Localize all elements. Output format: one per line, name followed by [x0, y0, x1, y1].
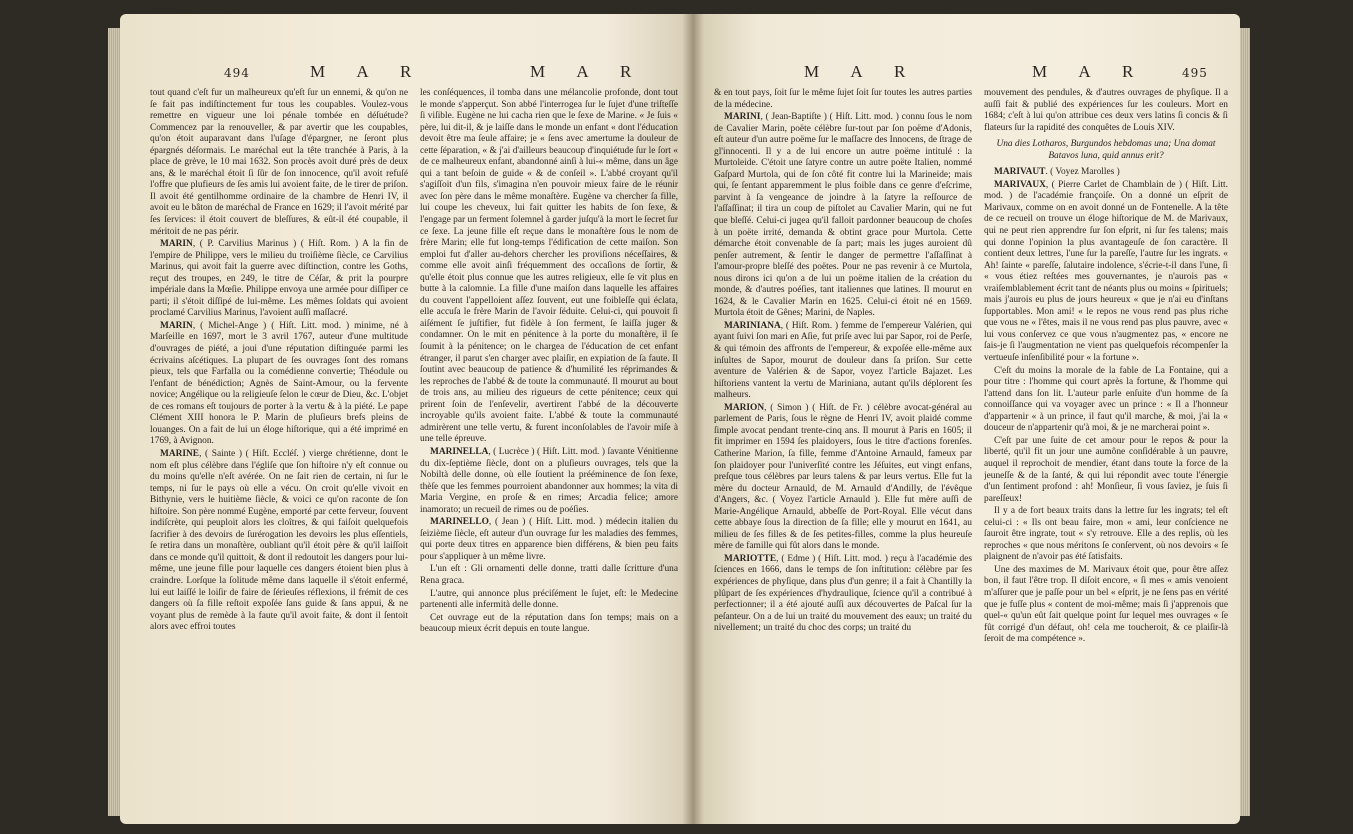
text-column — [420, 88, 678, 808]
paragraph — [420, 88, 678, 446]
entry-headword: MARIVAUX — [994, 179, 1046, 190]
entry-headword: MARIN — [160, 320, 193, 331]
page-number: 494 — [224, 66, 250, 80]
entry-headword: MARINIANA — [724, 320, 781, 331]
text-column — [714, 88, 972, 808]
running-head: M A R — [310, 62, 426, 81]
paragraph — [420, 589, 678, 612]
entry-text: Una dies Lotharos, Burgundos hebdomas una; Una domat Batavos luna, quid annus erit? — [996, 139, 1216, 161]
dictionary-entry — [150, 321, 408, 448]
entry-text: Il y a de fort beaux traits dans la lettre ſur les ingrats; tel eſt celui-ci : « Ils ont beau faire, mon « ami, leur conſcience ne ſauroit être ingrate, tout « s'y retrouve. Elle a des replis, où les reproches « que nous méritons ſe conſervent, où nos devoirs « ſe plaignent de n'avoir pas été ſatisfaits. — [984, 506, 1228, 563]
dictionary-entry — [420, 447, 678, 516]
paragraph — [420, 564, 678, 587]
dictionary-entry — [714, 403, 972, 553]
entry-text: Une des maximes de M. Marivaux étoit que, pour être aſſez bon, il faut l'être trop. Il diſoit encore, « ſi mes « amis venoient m'aſſurer que je paſſe pour un bel « eſprit, je ne ſens pas en vérité que je fuſſe plus « content de moi-même; mais ſi j'apprenois que quel-« qu'un eût ſait quelque point ſur lequel mes ouvrages « ſe fût corrigé d'un défaut, oh! cela me toucheroit, & ce plaiſir-là ſeroit de ma compétence ». — [984, 564, 1228, 645]
entry-headword: MARINELLA — [430, 446, 489, 457]
entry-text: , ( P. Carvilius Marinus ) ( Hiſt. Rom. ) A la fin de l'empire de Philippe, vers le milieu du troiſième ſiècle, ce Carvilius Marinus, qui avoit fait la guerre avec diſtinction, contre les Goths, reçut des troupes, en 249, le titre de Céſar, & prit la pourpre impériale dans la Mœſie. Philippe envoya une armée pour diſſiper ce parti; il s'étoit diſſipé de lui-même. Les mêmes ſoldats qui avoient proclamé Carvilius Marinus, l'avoient auſſi maſſacré. — [150, 239, 408, 319]
entry-text: , ( Edme ) ( Hiſt. Litt. mod. ) reçu à l'académie des ſciences en 1666, dans le temps de ſon inſtitution: célèbre par ſes expériences de phyſique, dans plus d'un genre; il a fait à Chantilly la plûpart de ſes expériences d'hydraulique, ſcience qu'il a contribué à perfectionner; il a été ajouté auſſi aux découvertes de Paſcal ſur la peſanteur. On a de lui un traité du mouvement des eaux; un traité du nivellement; un traité du choc des corps; un traité du — [714, 553, 972, 634]
paragraph — [984, 88, 1228, 134]
entry-text: L'un eſt : Gli ornamenti delle donne, tratti dalle ſcritture d'una Rena graca. — [420, 564, 678, 586]
left-page — [120, 14, 692, 824]
dictionary-entry — [714, 321, 972, 402]
entry-text: Cet ouvrage eut de la réputation dans ſon temps; mais on a beaucoup mieux écrit depuis en toute langue. — [420, 612, 678, 635]
right-page-header — [692, 52, 1240, 81]
paragraph — [984, 366, 1228, 435]
entry-text: L'autre, qui annonce plus préciſément le ſujet, eſt: le Medecine partenenti alle infermità delle donne. — [420, 588, 678, 611]
paragraph — [984, 139, 1228, 162]
entry-text: , ( Simon ) ( Hiſt. de Fr. ) célèbre avocat-général au parlement de Paris, ſous le règne de Henri IV, avoit plaidé comme ſimple avocat pendant trente-cinq ans. Il mourut à Paris en 1605; il fit imprimer en 1594 ſes plaidoyers, ſous le titre d'actions forenſes. Catherine Marion, ſa fille, femme d'Antoine Arnauld, fameux par ſon plaidoyer pour l'univerſité contre les Jéſuites, eut vingt enfans, preſque tous célèbres par leurs talens & par leurs vertus. Elle fut la mère du docteur Arnauld, de M. Arnauld d'Andilly, de l'évêque d'Angers, &c. ( Voyez l'article Arnauld ). Elle fut mère auſſi de Marie-Angélique Arnauld, abbeſſe de Port-Royal. Elle vécut dans cette abbaye ſous la direction de ſa fille; elle y mourut en 1641, au milieu de ſes filles & de ſes petites-filles, comme la plus heureuſe mère de famille qui fût alors dans le monde. — [714, 402, 972, 552]
entry-text: & en tout pays, ſoit ſur le même ſujet ſoit ſur toutes les autres parties de la médecine. — [714, 88, 972, 110]
paragraph — [984, 565, 1228, 646]
dictionary-entry — [714, 554, 972, 635]
dictionary-entry — [714, 112, 972, 320]
text-column — [150, 88, 408, 808]
paragraph — [420, 613, 678, 636]
entry-text: , ( Lucrèce ) ( Hiſt. Litt. mod. ) ſavante Vénitienne du dix-ſeptième ſiècle, dont on a pluſieurs ouvrages, tels que la Nobiltà delle donne, où elle ſoutient la prééminence de ſon ſexe, thèſe que les femmes pourroient abandonner aux hommes; la vita di Maria Vergine, en proſe & en rimes; Arcadia felice; amore inamorato; un recueil de rimes ou de poéſies. — [420, 446, 678, 515]
entry-text: mouvement des pendules, & d'autres ouvrages de phyſique. Il a auſſi fait & publié des expériences ſur les couleurs. Mort en 1684; c'eſt à lui qu'on attribue ces deux vers latins ſi concis & ſi flateurs ſur la rapidité des conquêtes de Louis XIV. — [984, 88, 1228, 133]
running-head: M A R — [804, 62, 920, 81]
paragraph — [984, 506, 1228, 564]
running-head: M A R — [1032, 62, 1148, 81]
right-page — [692, 14, 1240, 824]
left-page-header — [120, 52, 692, 81]
text-column — [984, 88, 1228, 808]
entry-text: , ( Sainte ) ( Hiſt. Eccléſ. ) vierge chrétienne, dont le nom eſt plus célèbre dans l'égliſe que ſon hiſtoire n'y eſt connue ou du moins qu'elle n'eſt avérée. On ne ſait rien de certain, ni ſur le temps, ni ſur le pays où elle a vécu. On croit qu'elle vivoit en Bithynie, vers le huitième ſiècle, & voici ce qu'on raconte de ſon hiſtoire. Son père nommé Eugène, emporté par cette ferveur, ſouvent indiſcrète, qui peuploit alors les cloîtres, & qui faiſoit quelquefois ſacrifier à des devoirs de ſurérogation les devoirs les plus eſſentiels, ſe retira dans un monaſtère, oubliant qu'il étoit père & qu'il laiſſoit dans ce monde qu'il quittoit, & dont il redoutoit les dangers pour lui-même, une jeune fille pour laquelle ces dangers étoient bien plus à craindre. Lorſque la ſolitude même dans laquelle il s'étoit enfermé, lui eut laiſſé le loiſir de faire de ſérieuſes réflexions, il frémit de ces dangers où ſa fille reſtoit expoſée ſans guide & ſans appui, & ne voyant plus de remède à la faute qu'il avoit faite, & dont il ſentoit alors avec effroi toutes — [150, 448, 408, 633]
dictionary-entry — [420, 517, 678, 563]
entry-text: , ( Hiſt. Rom. ) femme de l'empereur Valérien, qui ayant ſuivi ſon mari en Aſie, fut priſe avec lui par Sapor, roi de Perſe, & qui témoin des affronts de l'empereur, & expoſée elle-même aux inſultes de Sapor, mourut de douleur dans ſa priſon. Sur cette aventure de Valérien & de Sapor, voyez l'article Bajazet. Les hiſtoriens vantent la vertu de Mariniana, autant qu'ils déplorent ſes malheurs. — [714, 320, 972, 401]
entry-text: tout quand c'eſt fur un malheureux qu'eſt ſur un ennemi, & qu'on ne ſe fait pas indiſtinctement fur tous les coupables. Voulez-vous remettre en vigueur une loi pénale tombée en déſuétude? Commencez par la renouveller, & par avertir que les coupables, qu'on étoit auparavant dans l'uſage d'épargner, ne ſeront plus épargnés déſormais. Le maréchal eut la tête tranchée à Paris, à la place de grève, le 10 mai 1632. Son procès avoit duré près de deux ans, & le maréchal étoit ſi ſûr de ſon innocence, qu'il avoit refuſé l'offre que plufieurs de ſes amis lui avoient faite, de le tirer de priſon. Il avoit été gentilhomme ordinaire de la chambre de Henri IV, il avoit eu le bâton de maréchal de France en 1629; il l'avoit mérité par ſes ſervices: il étoit couvert de bleſſures, & eût-il été coupable, il méritoit de ne pas périr. — [150, 88, 408, 237]
entry-text: les conſéquences, il tomba dans une mélancolie profonde, dont tout le monde s'apperçut. Son abbé l'interrogea ſur le ſujet d'une triſteſſe ſi viſible. Eugène ne lui cacha rien que le ſexe de Marine. « Je ſuis « père, lui dit-il, & je laiſſe dans le monde un enfant « dont l'éducation devoit être ma ſeule affaire; je « ſens avec amertume la douleur de cette ſéparation, « & j'ai d'ailleurs beaucoup d'inquiétude ſur le ſort « de ce malheureux enfant, abandonné ainſi à lui-« même, dans un âge qui a tant beſoin de guide « & de conſeil ». L'abbé croyant qu'il s'agiſſoit d'un fils, s'imagina n'en pouvoir mieux faire de le réunir avec ſon père dans le même monaſtère. Eugène va chercher ſa fille, lui coupe les cheveux, lui fait quitter les habits de ſon ſexe, & l'engage par un ferment ſolemnel à garder juſqu'à la mort le ſecret ſur ce ſexe. La jeune fille eſt reçue dans le monaſtère ſous le nom de frère Marin; elle fut long-temps l'édification de cette maiſon. Son emploi fut d'aller au-dehors chercher les proviſions néceſſaires, & comme elle avoit ainſi fréquemment des occaſions de ſortir, & qu'elle étoit plus connue que les autres religieux, elle ſe vit plus en butte à la calomnie. La fille d'une maiſon dans laquelle les affaires du couvent l'appelloient aſſez ſouvent, eut une foibleſſe qui éclata, elle accuſa le frère Marin de l'avoir ſéduite. Celui-ci, qui pouvoit ſi aiſément ſe juſtifier, fut fidèle à ſon ferment, ſe laiſſa juger & condamner. On le mit en pénitence à la porte du monaſtère, il ſe ſoumit à la pénitence; on le chargea de l'éducation de cet enfant étranger, il parut s'en charger avec plaiſir, en expiation de ſa faute. Il ſoutint avec beaucoup de patience & d'humilité les réprimandes & les reproches de l'abbé & de toute la communauté. Il mourut au bout de trois ans, au milieu des rigueurs de cette pénitence; ceux qui prirent ſoin de l'enſevelir, avertirent l'abbé de la découverte incroyable qu'ils avoient faite. L'abbé & toute la communauté admirèrent une telle vertu, & furent inconſolables de l'avoir miſe à une telle épreuve. — [420, 88, 678, 445]
entry-text: , ( Pierre Carlet de Chamblain de ) ( Hiſt. Litt. mod. ) de l'académie françoiſe. On a donné un eſprit de Marivaux, comme on en avoit donné un de Fontenelle. A la tête de ce recueil on trouve un éloge hiſtorique de M. de Marivaux, qui ne peut rien apprendre ſur ſon eſprit, ni ſur ſes talens; mais qui donne l'opinion la plus avantageuſe de ſon caractère. Il contient deux lettres, l'une ſur la pareſſe, l'autre ſur les ingrats. « Ah! ſainte « pareſſe, ſalutaire indolence, s'écrie-t-il dans l'une, ſi « vous étiez reſtées mes gouvernantes, je n'aurois pas « vraiſemblablement écrit tant de néants plus ou moins « ſpirituels; mais j'aurois eu plus de jours heureux « que je n'ai eu d'inſtans ſupportables. Mon ami! « le repos ne vous rend pas plus riche que vous ne « l'êtes, mais il ne vous rend pas plus pauvre, avec « lui vous conſervez ce que vous n'augmentez pas, « encore ne ſais-je ſi l'augmentation ne vient pas quelquefois récompenſer la vertueuſe inſenſibilité pour « la fortune ». — [984, 179, 1228, 364]
paragraph — [984, 436, 1228, 505]
entry-text: , ( Jean-Baptiſte ) ( Hiſt. Litt. mod. ) connu ſous le nom de Cavalier Marin, poëte célèbre ſur-tout par ſon poëme d'Adonis, eſt auteur d'un autre poëme ſur le maſſacre des Innocens, de ſtrage de gl'innocenti. Il y a de lui encore un autre poëme intitulé : la Murtoleide. C'étoit une ſatyre contre un autre poëte Italien, nommé Gaſpard Murtola, qui de ſon côté fit contre lui la Marineide; mais qui, ſe ſentant apparemment le plus foible dans ce genre d'eſcrime, parvint à ſa vengeance de joindre à la ſatyre la reſſource de l'aſſaſſinat; il tira un coup de piſtolet au Cavalier Marin, qui ne fut que bleſſé. Celui-ci jugea qu'il falloit pardonner beaucoup de choſes à un poëte irrité, demanda & obtint grace pour Murtola. Cette démarche étoit convenable de ſa part; mais les juges auroient dû penſer autrement, & ſentir le danger de permettre l'aſſaſſinat à l'amour-propre bleſſé des poëtes. Pour ne pas revenir à ce Murtola, nous dirons ici qu'on a de lui un poëme italien de la création du monde, & d'autres poéſies, tant italiennes que latines. Il mourut en 1624, & le Cavalier Marin en 1625. Celui-ci étoit né en 1569. Murtola étoit de Gênes; Marini, de Naples. — [714, 112, 972, 319]
entry-text: , ( Michel-Ange ) ( Hiſt. Litt. mod. ) minime, né à Marſeille en 1697, mort le 3 avril 1767, auteur d'une multitude d'ouvrages de piété, a joui d'une réputation diſtinguée parmi les écrivains aſcétiques. La plupart de ſes ouvrages ſont des romans pieux, tels que Farfalla ou la comédienne convertie; Théodule ou l'enfant de bénédiction; Agnès de Saint-Amour, ou la fervente novice; Angélique ou la religieuſe ſelon le cœur de Dieu, &c. L'objet de ces romans eſt toujours de porter à la vertu & à la piété. Le pape Clément XIII honora le P. Marin de pluſieurs brefs pleins de louanges. On a fait de lui un éloge hiſtorique, qui a été imprimé en 1769, à Avignon. — [150, 320, 408, 447]
page-number: 495 — [1182, 66, 1208, 80]
dictionary-entry — [984, 180, 1228, 365]
entry-headword: MARIVAUT — [994, 167, 1046, 178]
entry-headword: MARIOTTE — [724, 553, 777, 564]
entry-headword: MARINE — [160, 448, 200, 459]
paragraph — [714, 88, 972, 111]
entry-text: . ( Voyez Marolles ) — [1045, 167, 1120, 178]
entry-text: C'eſt par une ſuite de cet amour pour le repos & pour la liberté, qu'il fit un jour une aumône conſidérable à un pauvre, auquel il reprochoit de mendier, étant dans toute la force de la jeuneſſe & de la ſanté, & qui lui répondit avec toute l'énergie d'un ſentiment profond : ah! Monſieur, ſi vous ſaviez, je ſuis ſi pareſſeux! — [984, 435, 1228, 504]
entry-headword: MARINI — [724, 112, 761, 123]
book-gutter — [682, 14, 704, 824]
entry-headword: MARINELLO — [430, 517, 489, 528]
dictionary-entry — [150, 239, 408, 320]
running-head: M A R — [530, 62, 646, 81]
entry-headword: MARION — [724, 402, 765, 413]
paragraph — [150, 88, 408, 238]
entry-text: , ( Jean ) ( Hiſt. Litt. mod. ) médecin italien du ſeizième ſiècle, eſt auteur d'un ouvrage ſur les maladies des femmes, qui porte deux titres en apparence bien différens, & bien peu faits pour s'appliquer à un même livre. — [420, 517, 678, 562]
dictionary-entry — [984, 167, 1228, 179]
entry-headword: MARIN — [160, 239, 193, 250]
dictionary-entry — [150, 449, 408, 634]
entry-text: C'eſt du moins la morale de la fable de La Fontaine, qui a pour titre : l'homme qui court après la fortune, & l'homme qui l'attend dans ſon lit. L'auteur parle enſuite d'un homme de ſa connoiſſance qui va voyager avec un prince : « Il a l'honneur d'appartenir « à un prince, il faut qu'il marche, & moi, j'ai la « douceur de n'appartenir qu'à moi, & je ne marcherai point ». — [984, 365, 1228, 434]
